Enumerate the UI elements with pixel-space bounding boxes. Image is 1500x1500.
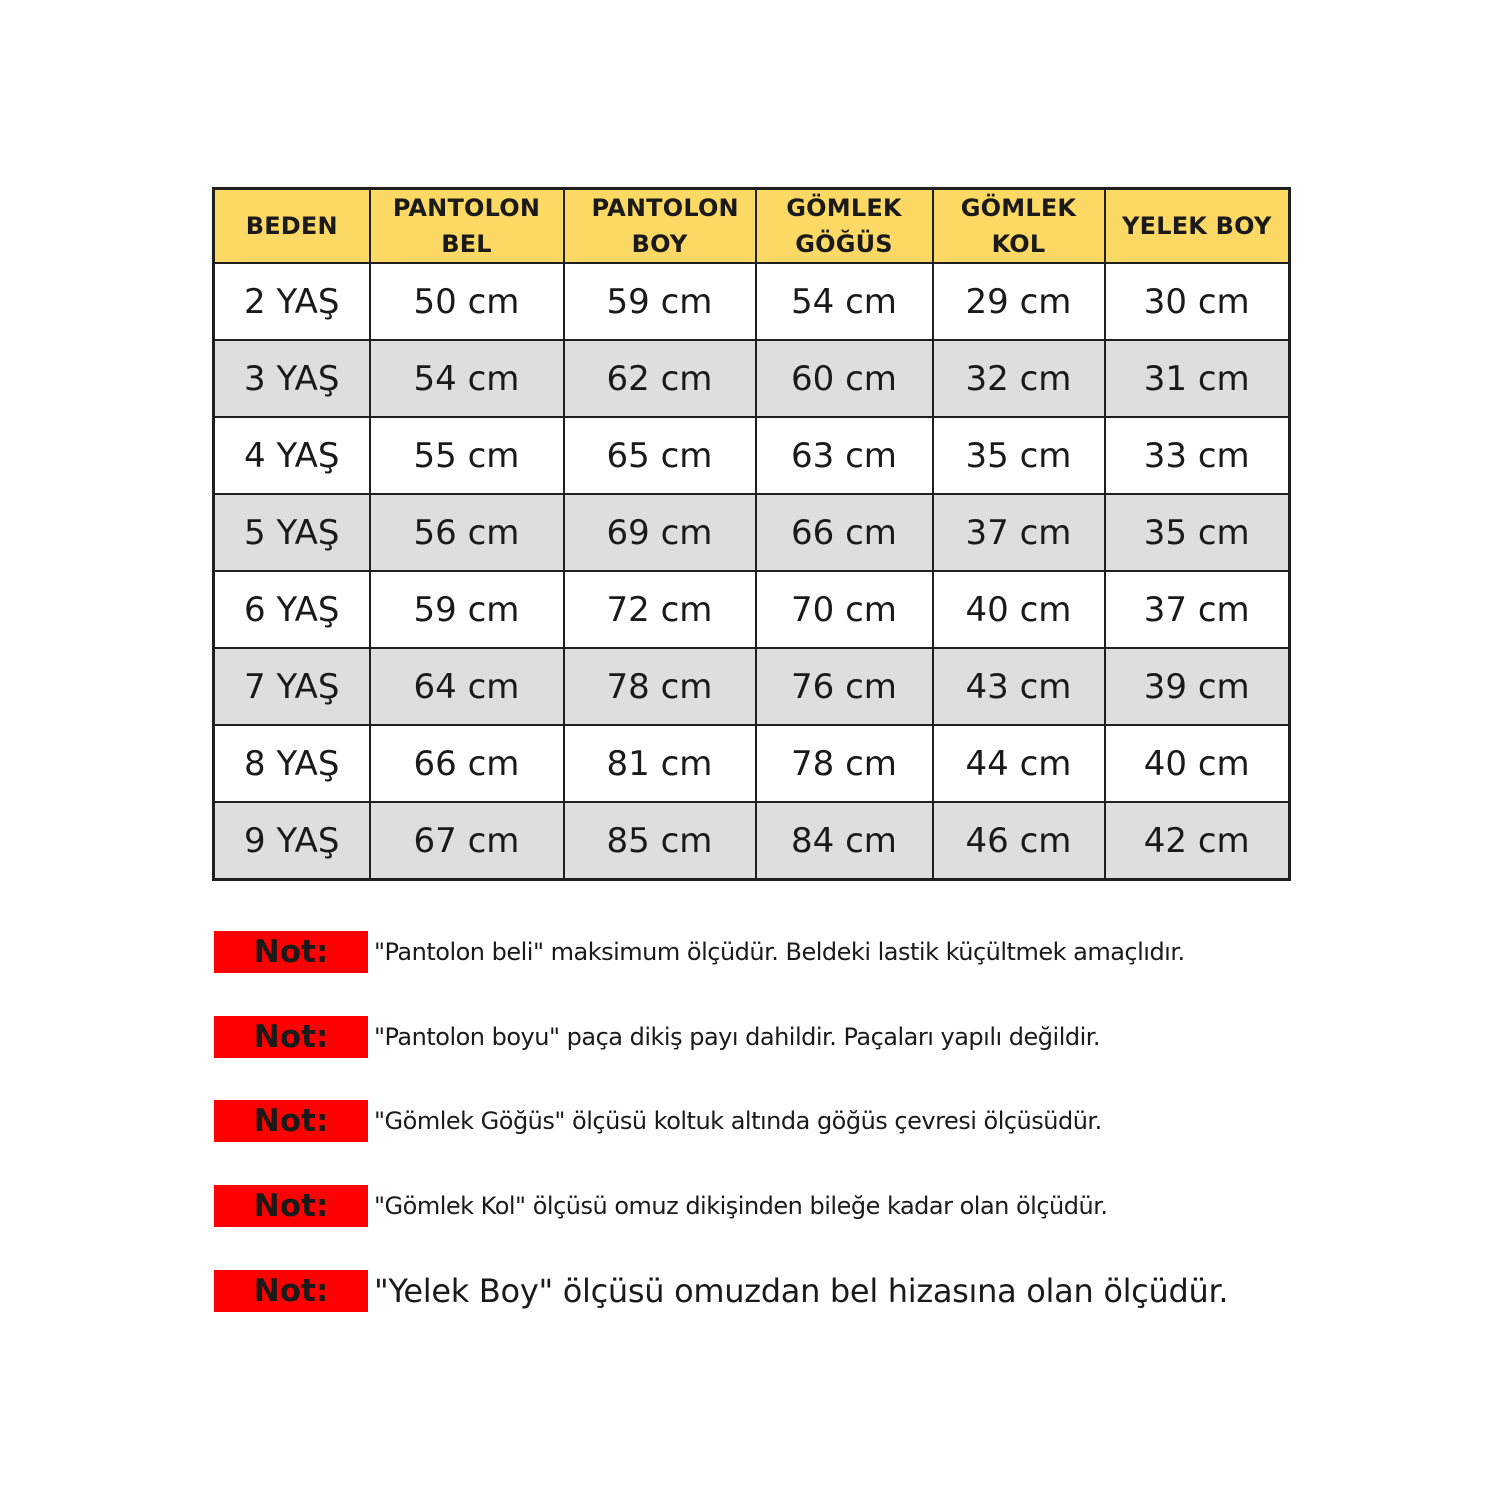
cell-yelek-boy: 33 cm bbox=[1105, 417, 1290, 494]
cell-size: 6 YAŞ bbox=[214, 571, 370, 648]
cell-size: 3 YAŞ bbox=[214, 340, 370, 417]
cell-size: 7 YAŞ bbox=[214, 648, 370, 725]
cell-size: 5 YAŞ bbox=[214, 494, 370, 571]
cell-gomlek-gogus: 63 cm bbox=[756, 417, 933, 494]
cell-yelek-boy: 37 cm bbox=[1105, 571, 1290, 648]
cell-gomlek-gogus: 54 cm bbox=[756, 263, 933, 340]
note-pantolon-bel bbox=[214, 931, 1185, 973]
cell-pantolon-bel: 67 cm bbox=[370, 802, 564, 880]
cell-gomlek-gogus: 84 cm bbox=[756, 802, 933, 880]
note-badge: Not: bbox=[214, 931, 368, 973]
size-chart-table bbox=[212, 187, 1291, 881]
table-row bbox=[214, 263, 1290, 340]
note-gomlek-kol bbox=[214, 1185, 1108, 1227]
note-gomlek-gogus bbox=[214, 1100, 1102, 1142]
table-row bbox=[214, 494, 1290, 571]
cell-pantolon-bel: 56 cm bbox=[370, 494, 564, 571]
note-badge: Not: bbox=[214, 1185, 368, 1227]
cell-gomlek-kol: 37 cm bbox=[933, 494, 1105, 571]
note-badge: Not: bbox=[214, 1016, 368, 1058]
header-pantolon-bel: PANTOLON BEL bbox=[370, 189, 564, 264]
table-row bbox=[214, 417, 1290, 494]
header-gomlek-kol: GÖMLEK KOL bbox=[933, 189, 1105, 264]
header-yelek-boy: YELEK BOY bbox=[1105, 189, 1290, 264]
cell-gomlek-kol: 44 cm bbox=[933, 725, 1105, 802]
cell-yelek-boy: 35 cm bbox=[1105, 494, 1290, 571]
cell-pantolon-boy: 72 cm bbox=[564, 571, 756, 648]
cell-gomlek-gogus: 70 cm bbox=[756, 571, 933, 648]
cell-size: 4 YAŞ bbox=[214, 417, 370, 494]
cell-pantolon-boy: 59 cm bbox=[564, 263, 756, 340]
cell-pantolon-bel: 50 cm bbox=[370, 263, 564, 340]
cell-gomlek-kol: 32 cm bbox=[933, 340, 1105, 417]
cell-pantolon-bel: 55 cm bbox=[370, 417, 564, 494]
note-text: "Pantolon beli" maksimum ölçüdür. Beldeki lastik küçültmek amaçlıdır. bbox=[374, 938, 1185, 966]
cell-gomlek-gogus: 78 cm bbox=[756, 725, 933, 802]
cell-pantolon-boy: 62 cm bbox=[564, 340, 756, 417]
note-text: "Gömlek Göğüs" ölçüsü koltuk altında göğüs çevresi ölçüsüdür. bbox=[374, 1107, 1102, 1135]
header-beden: BEDEN bbox=[214, 189, 370, 264]
cell-pantolon-boy: 85 cm bbox=[564, 802, 756, 880]
table-row bbox=[214, 725, 1290, 802]
table-row bbox=[214, 802, 1290, 880]
cell-gomlek-kol: 40 cm bbox=[933, 571, 1105, 648]
cell-pantolon-bel: 54 cm bbox=[370, 340, 564, 417]
header-pantolon-boy bbox=[564, 189, 756, 264]
note-text: "Yelek Boy" ölçüsü omuzdan bel hizasına olan ölçüdür. bbox=[374, 1272, 1229, 1310]
cell-pantolon-boy: 78 cm bbox=[564, 648, 756, 725]
cell-pantolon-bel: 64 cm bbox=[370, 648, 564, 725]
cell-gomlek-kol: 43 cm bbox=[933, 648, 1105, 725]
note-badge: Not: bbox=[214, 1100, 368, 1142]
note-text: "Pantolon boyu" paça dikiş payı dahildir. Paçaları yapılı değildir. bbox=[374, 1023, 1101, 1051]
cell-gomlek-kol: 46 cm bbox=[933, 802, 1105, 880]
cell-gomlek-gogus: 76 cm bbox=[756, 648, 933, 725]
cell-pantolon-bel: 59 cm bbox=[370, 571, 564, 648]
cell-gomlek-gogus: 66 cm bbox=[756, 494, 933, 571]
cell-yelek-boy: 42 cm bbox=[1105, 802, 1290, 880]
table-row bbox=[214, 648, 1290, 725]
table-row bbox=[214, 340, 1290, 417]
header-gomlek-gogus-label: GÖMLEK GÖĞÜS bbox=[786, 194, 902, 258]
note-pantolon-boy bbox=[214, 1016, 1100, 1058]
cell-size: 2 YAŞ bbox=[214, 263, 370, 340]
cell-yelek-boy: 31 cm bbox=[1105, 340, 1290, 417]
cell-pantolon-boy: 81 cm bbox=[564, 725, 756, 802]
cell-size: 8 YAŞ bbox=[214, 725, 370, 802]
cell-yelek-boy: 39 cm bbox=[1105, 648, 1290, 725]
table-header-row bbox=[214, 189, 1290, 264]
cell-size: 9 YAŞ bbox=[214, 802, 370, 880]
cell-gomlek-gogus: 60 cm bbox=[756, 340, 933, 417]
note-text: "Gömlek Kol" ölçüsü omuz dikişinden bileğe kadar olan ölçüdür. bbox=[374, 1192, 1108, 1220]
note-yelek-boy bbox=[214, 1270, 1228, 1312]
header-pantolon-boy-label: PANTOLON BOY bbox=[591, 194, 739, 258]
header-gomlek-gogus bbox=[756, 189, 933, 264]
cell-gomlek-kol: 29 cm bbox=[933, 263, 1105, 340]
cell-pantolon-boy: 65 cm bbox=[564, 417, 756, 494]
cell-yelek-boy: 30 cm bbox=[1105, 263, 1290, 340]
note-badge: Not: bbox=[214, 1270, 368, 1312]
cell-gomlek-kol: 35 cm bbox=[933, 417, 1105, 494]
table-row bbox=[214, 571, 1290, 648]
cell-pantolon-boy: 69 cm bbox=[564, 494, 756, 571]
cell-yelek-boy: 40 cm bbox=[1105, 725, 1290, 802]
cell-pantolon-bel: 66 cm bbox=[370, 725, 564, 802]
